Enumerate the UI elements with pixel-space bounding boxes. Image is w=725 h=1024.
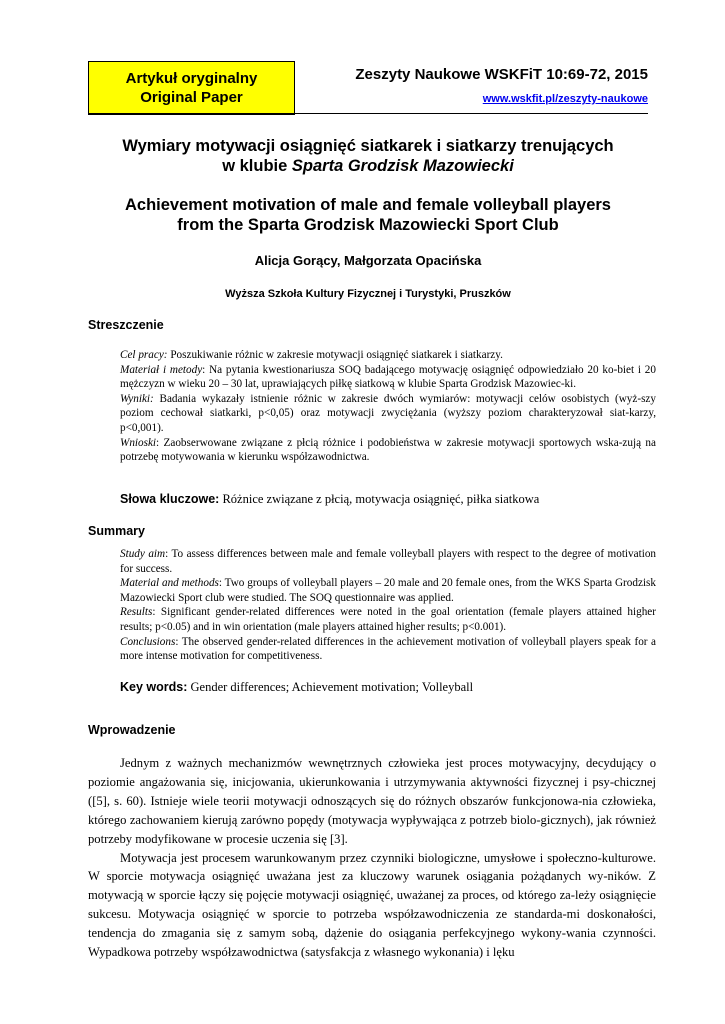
abstract-item xyxy=(120,392,656,436)
abstract-item-text: : Na pytania kwestionariusza SOQ badającego motywację osiągnięć odpowiedziało 20 ko-biet i 20 mężczyzn w wieku 20 – 30 lat, uprawiających piłkę siatkową w klubie Sparta Grodzisk Mazowiec-ki. xyxy=(120,363,656,391)
introduction-paragraph: Motywacja jest procesem warunkowanym przez czynniki biologiczne, umysłowe i społeczno-kulturowe. W sporcie motywacja osiągnięć uważana jest za kluczowy warunek osiągania pożądanych wy-ników. Z motywacją w sporcie łączy się pojęcie motywacji osiągnięć, uważanej za proces, od którego za-leży osiągnięcie sukcesu. Motywacja osiągnięć w sporcie to potrzeba współzawodniczenia ze standarda-mi doskonałości, tendencja do zmagania się z samym sobą, dążenie do osiągania perfekcyjnego wykony-wania czynności. Wypadkowa potrzeby współzawodnictwa (satysfakcja z własnego wykonania) i lęku xyxy=(88,850,656,960)
summary-item-text: : The observed gender-related differences in the achievement motivation of volleyball players speak for a more intense motivation for competitiveness. xyxy=(120,635,656,663)
summary-item-text: : To assess differences between male and female volleyball players with respect to the degree of motivation for success. xyxy=(120,548,657,575)
title-polish xyxy=(88,136,648,176)
journal-url-link[interactable]: www.wskfit.pl/zeszyty-naukowe xyxy=(482,93,648,105)
badge-line-english: Original Paper xyxy=(140,89,243,106)
affiliation: Wyższa Szkoła Kultury Fizycznej i Turystyki, Pruszków xyxy=(225,288,511,300)
summary-item-label: Conclusions xyxy=(120,635,176,648)
abstract-polish-heading: Streszczenie xyxy=(88,318,164,332)
abstract-item-label: Materiał i metody xyxy=(120,363,203,376)
summary-item-label: Study aim xyxy=(120,548,166,560)
summary-item xyxy=(120,605,656,634)
keywords-english xyxy=(120,679,660,695)
summary-heading: Summary xyxy=(88,524,145,538)
badge-line-polish: Artykuł oryginalny xyxy=(125,70,258,87)
abstract-item-label: Wyniki: xyxy=(120,392,154,405)
summary-item-text: : Two groups of volleyball players – 20 male and 20 female ones, from the WKS Sparta Grodzisk Mazowiecki Sport club were studied. The SOQ questionnaire was applied. xyxy=(120,577,656,604)
keywords-polish-values: Różnice związane z płcią, motywacja osiągnięć, piłka siatkowa xyxy=(219,492,540,506)
keywords-polish xyxy=(120,491,660,507)
journal-citation: Zeszyty Naukowe WSKFiT 10:69-72, 2015 xyxy=(355,66,648,83)
summary-item xyxy=(120,635,656,664)
title-english-line2: from the Sparta Grodzisk Mazowiecki Sport Club xyxy=(177,216,559,234)
abstract-item xyxy=(120,436,656,465)
summary-item xyxy=(120,547,656,576)
title-polish-line2-prefix: w klubie xyxy=(222,157,292,175)
abstract-polish xyxy=(120,348,656,465)
keywords-english-values: Gender differences; Achievement motivation; Volleyball xyxy=(187,680,474,694)
abstract-item xyxy=(120,348,656,363)
summary-item-label: Results xyxy=(120,606,153,619)
title-polish-club-name: Sparta Grodzisk Mazowiecki xyxy=(291,157,514,175)
summary-item xyxy=(120,576,656,605)
introduction-paragraph: Jednym z ważnych mechanizmów wewnętrznych człowieka jest proces motywacyjny, decydujący o poziomie angażowania się, inicjowania, ukierunkowania i utrzymywania aktywności fizycznej i psy-chicznej ([5], s. 60). Istnieje wiele teorii motywacji odnoszących się do różnych obszarów funkcjonowa-nia człowieka, którego zachowaniem kierują zarówno popędy (motywacja wypływająca z potrzeb biolo-gicznych), jak również potrzeby modyfikowane w procesie uczenia się [3]. xyxy=(88,756,656,846)
abstract-item-text: Badania wykazały istnienie różnic w zakresie dwóch wymiarów: motywacji celów osobistych (wyż-szy poziom cechował siatkarki, p<0,05) oraz motywacji zwyciężania (wyższy poziom charakteryzował siat-karzy, p<0,001). xyxy=(120,392,656,434)
abstract-item-text: : Zaobserwowane związane z płcią różnice i podobieństwa w zakresie motywacji sportowych wska-zują na potrzebę motywowania w kierunku współzawodnictwa. xyxy=(120,436,656,464)
abstract-item-text: Poszukiwanie różnic w zakresie motywacji osiągnięć siatkarek i siatkarzy. xyxy=(167,349,503,361)
title-english xyxy=(88,195,648,235)
introduction-heading: Wprowadzenie xyxy=(88,723,176,737)
title-english-line1: Achievement motivation of male and female volleyball players xyxy=(124,196,611,214)
abstract-item-label: Wnioski xyxy=(120,436,157,449)
summary-item-text: : Significant gender-related differences were noted in the goal orientation (female players attained higher results; p<0.05) and in win orientation (male players attained higher results; p<0.001). xyxy=(120,606,656,633)
summary-english xyxy=(120,547,656,664)
introduction-body xyxy=(88,754,656,962)
keywords-english-label: Key words: xyxy=(120,680,188,694)
keywords-polish-label: Słowa kluczowe: xyxy=(120,492,220,506)
abstract-item-label: Cel pracy: xyxy=(120,349,168,361)
authors: Alicja Gorący, Małgorzata Opacińska xyxy=(254,253,482,268)
header-divider xyxy=(88,113,648,114)
summary-item-label: Material and methods xyxy=(120,577,219,590)
abstract-item xyxy=(120,363,656,392)
title-polish-line1: Wymiary motywacji osiągnięć siatkarek i siatkarzy trenujących xyxy=(122,137,614,155)
article-type-badge xyxy=(88,61,295,115)
